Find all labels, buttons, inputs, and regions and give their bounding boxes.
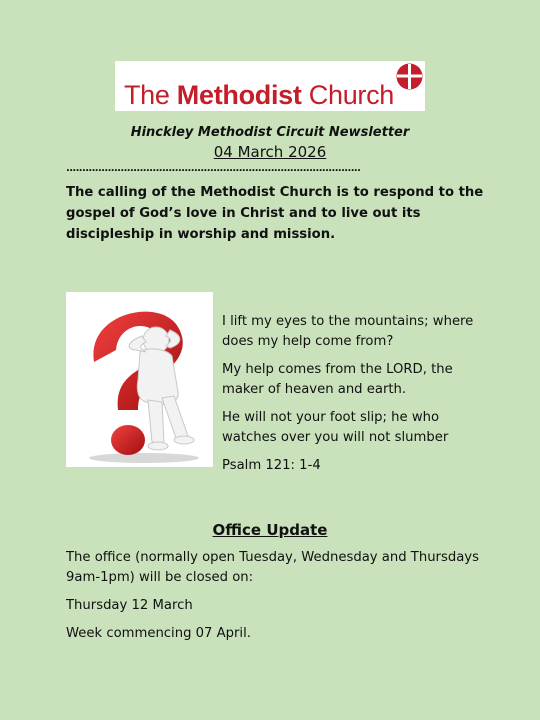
office-intro: The office (normally open Tuesday, Wednesday and Thursdays 9am-1pm) will be closed on: [66, 550, 479, 585]
question-mark-figure-image [66, 292, 213, 467]
psalm-line: I lift my eyes to the mountains; where does my help come from? [222, 314, 474, 349]
office-update-heading: Office Update [212, 521, 328, 539]
office-closure-item: Week commencing 07 April. [66, 626, 251, 641]
psalm-line: My help comes from the LORD, the maker of heaven and earth. [222, 362, 453, 397]
psalm-line: He will not your foot slip; he who watches over you will not slumber [222, 410, 449, 445]
logo-wordmark: The Methodist Church [123, 80, 395, 110]
office-update-body [66, 548, 486, 652]
dotted-divider: ............................................................................................ [66, 164, 361, 174]
methodist-church-logo [115, 61, 425, 111]
newsletter-title: Hinckley Methodist Circuit Newsletter [130, 125, 410, 140]
cross-in-circle-icon [396, 63, 423, 90]
calling-statement: The calling of the Methodist Church is to respond to the gospel of God’s love in Christ and to live out its discipleship in worship and mission. [66, 185, 484, 242]
psalm-passage [222, 312, 484, 484]
question-mark-illustration [66, 292, 213, 467]
psalm-reference: Psalm 121: 1-4 [222, 458, 321, 473]
office-closure-item: Thursday 12 March [66, 598, 193, 613]
newsletter-date: 04 March 2026 [213, 143, 327, 161]
